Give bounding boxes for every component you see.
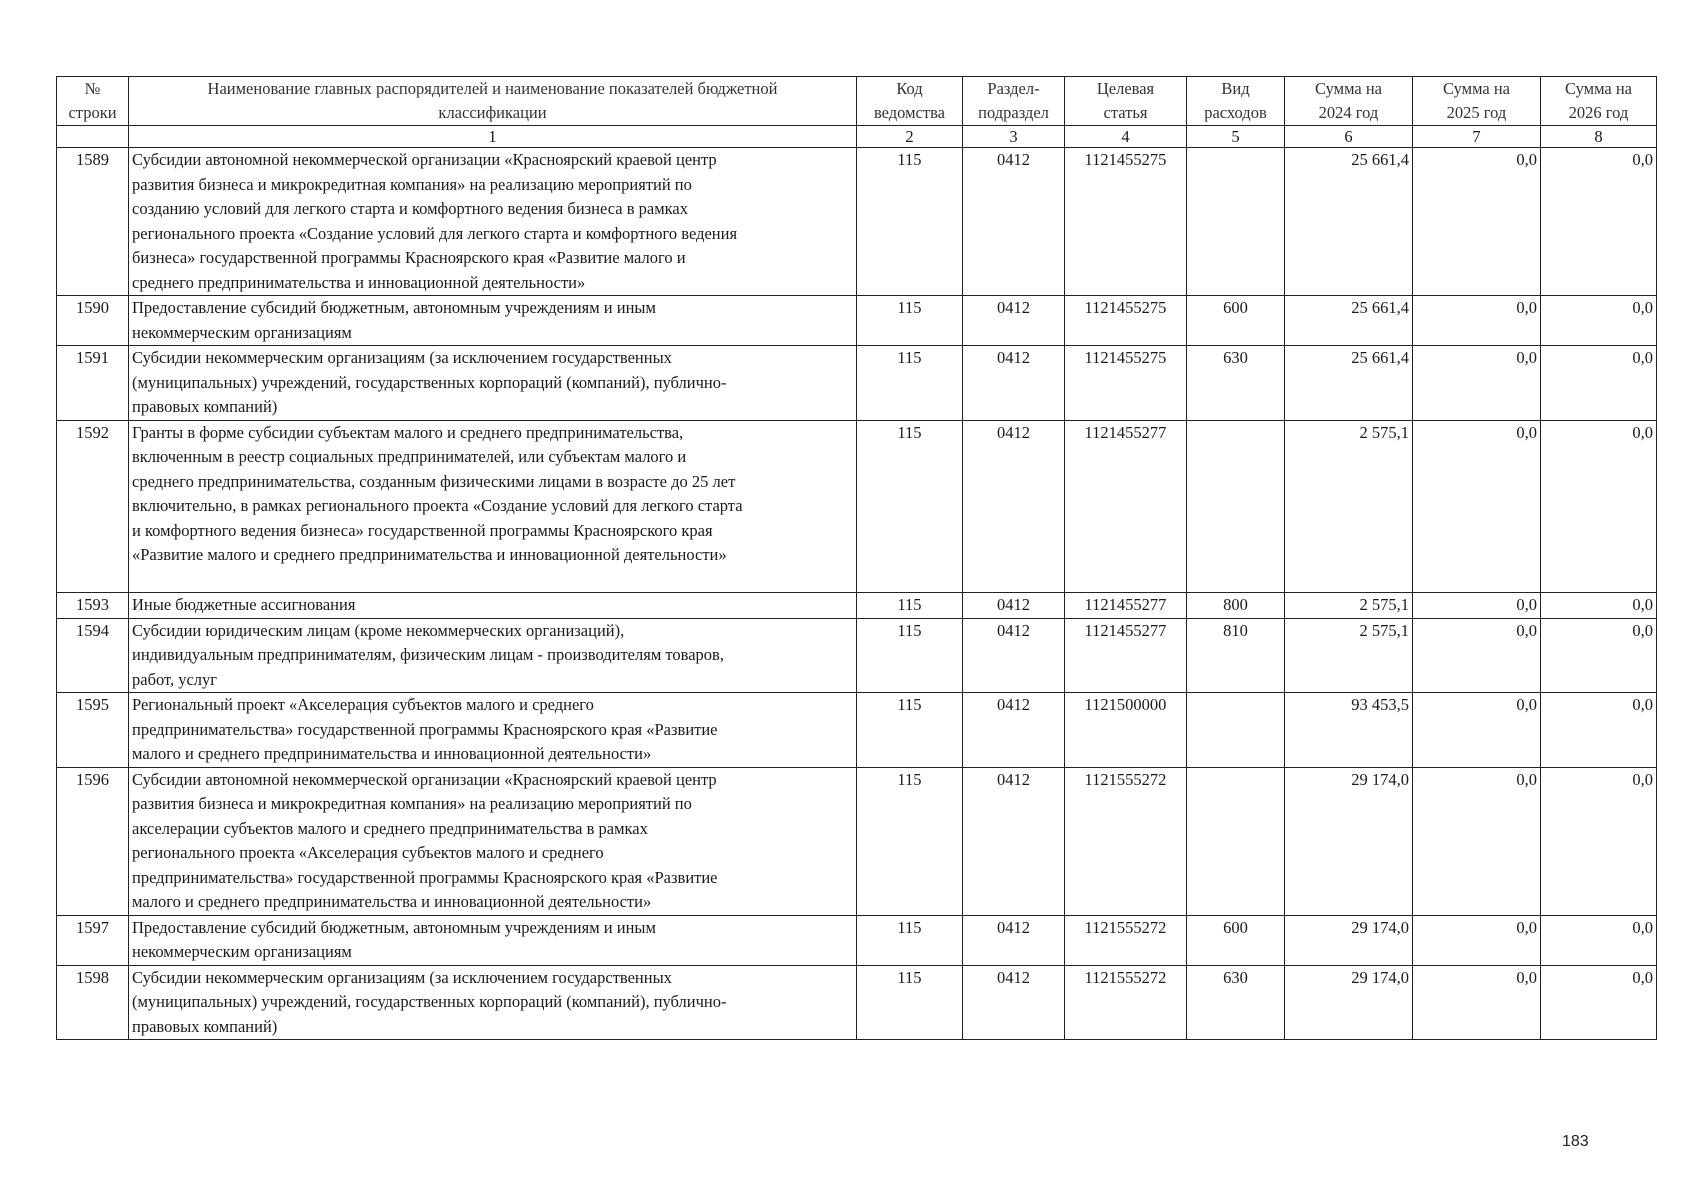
name-line: [132, 568, 853, 593]
name-line: (муниципальных) учреждений, государственных корпораций (компаний), публично-: [132, 372, 727, 392]
section-cell: 0412: [963, 593, 1065, 619]
column-number: 4: [1065, 126, 1187, 148]
header-department-code: Код ведомства: [857, 77, 963, 126]
column-number: 1: [129, 126, 857, 148]
name-line: развития бизнеса и микрокредитная компания» на реализацию мероприятий по: [132, 174, 692, 194]
department-code-cell: 115: [857, 593, 963, 619]
header-expense-kind: Вид расходов: [1187, 77, 1285, 126]
sum-2026-cell: 0,0: [1541, 693, 1657, 768]
row-number-cell: 1598: [57, 965, 129, 1040]
expense-kind-cell: 630: [1187, 965, 1285, 1040]
name-line: включительно, в рамках регионального проекта «Создание условий для легкого старта: [132, 496, 743, 515]
expense-kind-cell: 600: [1187, 296, 1285, 346]
department-code-cell: 115: [857, 965, 963, 1040]
section-cell: 0412: [963, 767, 1065, 915]
table-row: [57, 915, 1657, 965]
name-line: Региональный проект «Акселерация субъектов малого и среднего: [132, 695, 594, 714]
sum-2025-cell: 0,0: [1413, 915, 1541, 965]
column-number: 3: [963, 126, 1065, 148]
name-line: бизнеса» государственной программы Красноярского края «Развитие малого и: [132, 248, 686, 267]
sum-2025-cell: 0,0: [1413, 965, 1541, 1040]
sum-2026-cell: 0,0: [1541, 420, 1657, 593]
row-name-cell: [129, 346, 857, 421]
department-code-cell: 115: [857, 296, 963, 346]
name-line: малого и среднего предпринимательства и инновационной деятельности»: [132, 744, 652, 763]
name-line: некоммерческим организациям: [132, 322, 352, 342]
department-code-cell: 115: [857, 693, 963, 768]
sum-2025-cell: 0,0: [1413, 420, 1541, 593]
sum-2024-cell: 29 174,0: [1285, 965, 1413, 1040]
department-code-cell: 115: [857, 618, 963, 693]
header-section: Раздел- подраздел: [963, 77, 1065, 126]
sum-2026-cell: 0,0: [1541, 148, 1657, 296]
expense-kind-cell: [1187, 693, 1285, 768]
sum-2024-cell: 2 575,1: [1285, 593, 1413, 619]
expense-kind-cell: 630: [1187, 346, 1285, 421]
name-line: Субсидии некоммерческим организациям (за исключением государственных: [132, 967, 672, 987]
table-row: [57, 693, 1657, 768]
section-cell: 0412: [963, 346, 1065, 421]
target-article-cell: 1121455277: [1065, 593, 1187, 619]
table-row: [57, 593, 1657, 619]
table-row: [57, 148, 1657, 296]
budget-table: [56, 76, 1657, 1040]
section-cell: 0412: [963, 965, 1065, 1040]
target-article-cell: 1121455275: [1065, 296, 1187, 346]
department-code-cell: 115: [857, 346, 963, 421]
sum-2026-cell: 0,0: [1541, 593, 1657, 619]
name-line: правовых компаний): [132, 1016, 278, 1036]
table-row: [57, 965, 1657, 1040]
name-line: развития бизнеса и микрокредитная компания» на реализацию мероприятий по: [132, 794, 692, 813]
name-line: предпринимательства» государственной программы Красноярского края «Развитие: [132, 867, 718, 887]
section-cell: 0412: [963, 148, 1065, 296]
column-number: 6: [1285, 126, 1413, 148]
budget-table-page: [56, 76, 1656, 1040]
sum-2025-cell: 0,0: [1413, 618, 1541, 693]
header-sum-2025: Сумма на 2025 год: [1413, 77, 1541, 126]
target-article-cell: 1121455277: [1065, 420, 1187, 593]
page-number: 183: [1562, 1133, 1589, 1150]
sum-2026-cell: 0,0: [1541, 346, 1657, 421]
name-line: Гранты в форме субсидии субъектам малого и среднего предпринимательства,: [132, 422, 684, 442]
name-line: работ, услуг: [132, 669, 218, 689]
sum-2026-cell: 0,0: [1541, 296, 1657, 346]
sum-2026-cell: 0,0: [1541, 767, 1657, 915]
row-name-cell: [129, 965, 857, 1040]
row-name-cell: [129, 593, 857, 619]
sum-2026-cell: 0,0: [1541, 618, 1657, 693]
column-number: [57, 126, 129, 148]
name-line: Иные бюджетные ассигнования: [132, 595, 356, 614]
name-line: акселерации субъектов малого и среднего предпринимательства в рамках: [132, 818, 648, 838]
expense-kind-cell: 600: [1187, 915, 1285, 965]
name-line: правовых компаний): [132, 397, 278, 416]
row-number-cell: 1594: [57, 618, 129, 693]
table-row: [57, 767, 1657, 915]
sum-2025-cell: 0,0: [1413, 767, 1541, 915]
header-target-article: Целевая статья: [1065, 77, 1187, 126]
expense-kind-cell: [1187, 148, 1285, 296]
target-article-cell: 1121555272: [1065, 915, 1187, 965]
target-article-cell: 1121455275: [1065, 346, 1187, 421]
sum-2025-cell: 0,0: [1413, 693, 1541, 768]
row-number-cell: 1597: [57, 915, 129, 965]
section-cell: 0412: [963, 296, 1065, 346]
sum-2026-cell: 0,0: [1541, 965, 1657, 1040]
section-cell: 0412: [963, 420, 1065, 593]
header-row: [57, 77, 1657, 126]
name-line: среднего предпринимательства и инновационной деятельности»: [132, 272, 586, 292]
column-number: 7: [1413, 126, 1541, 148]
row-number-cell: 1589: [57, 148, 129, 296]
sum-2024-cell: 29 174,0: [1285, 915, 1413, 965]
expense-kind-cell: [1187, 420, 1285, 593]
sum-2024-cell: 2 575,1: [1285, 618, 1413, 693]
row-name-cell: [129, 915, 857, 965]
department-code-cell: 115: [857, 148, 963, 296]
sum-2024-cell: 2 575,1: [1285, 420, 1413, 593]
row-number-cell: 1590: [57, 296, 129, 346]
row-name-cell: [129, 693, 857, 768]
sum-2024-cell: 25 661,4: [1285, 346, 1413, 421]
row-number-cell: 1592: [57, 420, 129, 593]
sum-2024-cell: 29 174,0: [1285, 767, 1413, 915]
sum-2024-cell: 25 661,4: [1285, 148, 1413, 296]
row-number-cell: 1595: [57, 693, 129, 768]
header-sum-2026: Сумма на 2026 год: [1541, 77, 1657, 126]
header-row-number: № строки: [57, 77, 129, 126]
department-code-cell: 115: [857, 767, 963, 915]
section-cell: 0412: [963, 618, 1065, 693]
column-number: 5: [1187, 126, 1285, 148]
row-name-cell: [129, 618, 857, 693]
name-line: регионального проекта «Создание условий для легкого старта и комфортного ведения: [132, 223, 738, 243]
target-article-cell: 1121455277: [1065, 618, 1187, 693]
table-row: [57, 346, 1657, 421]
section-cell: 0412: [963, 693, 1065, 768]
table-row: [57, 296, 1657, 346]
sum-2026-cell: 0,0: [1541, 915, 1657, 965]
name-line: Субсидии автономной некоммерческой организации «Красноярский краевой центр: [132, 150, 717, 169]
target-article-cell: 1121555272: [1065, 767, 1187, 915]
column-number: 8: [1541, 126, 1657, 148]
sum-2024-cell: 93 453,5: [1285, 693, 1413, 768]
column-number: 2: [857, 126, 963, 148]
name-line: индивидуальным предпринимателям, физическим лицам - производителям товаров,: [132, 645, 724, 664]
expense-kind-cell: 810: [1187, 618, 1285, 693]
sum-2024-cell: 25 661,4: [1285, 296, 1413, 346]
section-cell: 0412: [963, 915, 1065, 965]
row-name-cell: [129, 148, 857, 296]
name-line: (муниципальных) учреждений, государственных корпораций (компаний), публично-: [132, 992, 727, 1011]
name-line: предпринимательства» государственной программы Красноярского края «Развитие: [132, 719, 718, 739]
name-line: включенным в реестр социальных предпринимателей, или субъектам малого и: [132, 447, 687, 466]
expense-kind-cell: 800: [1187, 593, 1285, 619]
table-row: [57, 618, 1657, 693]
target-article-cell: 1121555272: [1065, 965, 1187, 1040]
row-number-cell: 1591: [57, 346, 129, 421]
target-article-cell: 1121455275: [1065, 148, 1187, 296]
expense-kind-cell: [1187, 767, 1285, 915]
sum-2025-cell: 0,0: [1413, 148, 1541, 296]
name-line: Предоставление субсидий бюджетным, автономным учреждениям и иным: [132, 298, 656, 317]
name-line: малого и среднего предпринимательства и инновационной деятельности»: [132, 892, 652, 911]
department-code-cell: 115: [857, 420, 963, 593]
row-name-cell: [129, 767, 857, 915]
department-code-cell: 115: [857, 915, 963, 965]
name-line: Субсидии некоммерческим организациям (за исключением государственных: [132, 348, 672, 367]
column-number-row: [57, 126, 1657, 148]
sum-2025-cell: 0,0: [1413, 296, 1541, 346]
row-name-cell: [129, 296, 857, 346]
name-line: среднего предпринимательства, созданным физическими лицами в возрасте до 25 лет: [132, 471, 736, 491]
name-line: регионального проекта «Акселерация субъектов малого и среднего: [132, 843, 604, 862]
name-line: «Развитие малого и среднего предпринимательства и инновационной деятельности»: [132, 545, 727, 564]
name-line: Субсидии автономной некоммерческой организации «Красноярский краевой центр: [132, 769, 717, 789]
name-line: Субсидии юридическим лицам (кроме некоммерческих организаций),: [132, 620, 625, 640]
name-line: некоммерческим организациям: [132, 942, 352, 961]
sum-2025-cell: 0,0: [1413, 346, 1541, 421]
row-number-cell: 1593: [57, 593, 129, 619]
header-sum-2024: Сумма на 2024 год: [1285, 77, 1413, 126]
name-line: созданию условий для легкого старта и комфортного ведения бизнеса в рамках: [132, 199, 688, 218]
header-name: Наименование главных распорядителей и наименование показателей бюджетной классификации: [129, 77, 857, 126]
row-name-cell: [129, 420, 857, 593]
sum-2025-cell: 0,0: [1413, 593, 1541, 619]
row-number-cell: 1596: [57, 767, 129, 915]
name-line: Предоставление субсидий бюджетным, автономным учреждениям и иным: [132, 917, 656, 937]
target-article-cell: 1121500000: [1065, 693, 1187, 768]
name-line: и комфортного ведения бизнеса» государственной программы Красноярского края: [132, 520, 713, 540]
table-row: [57, 420, 1657, 593]
